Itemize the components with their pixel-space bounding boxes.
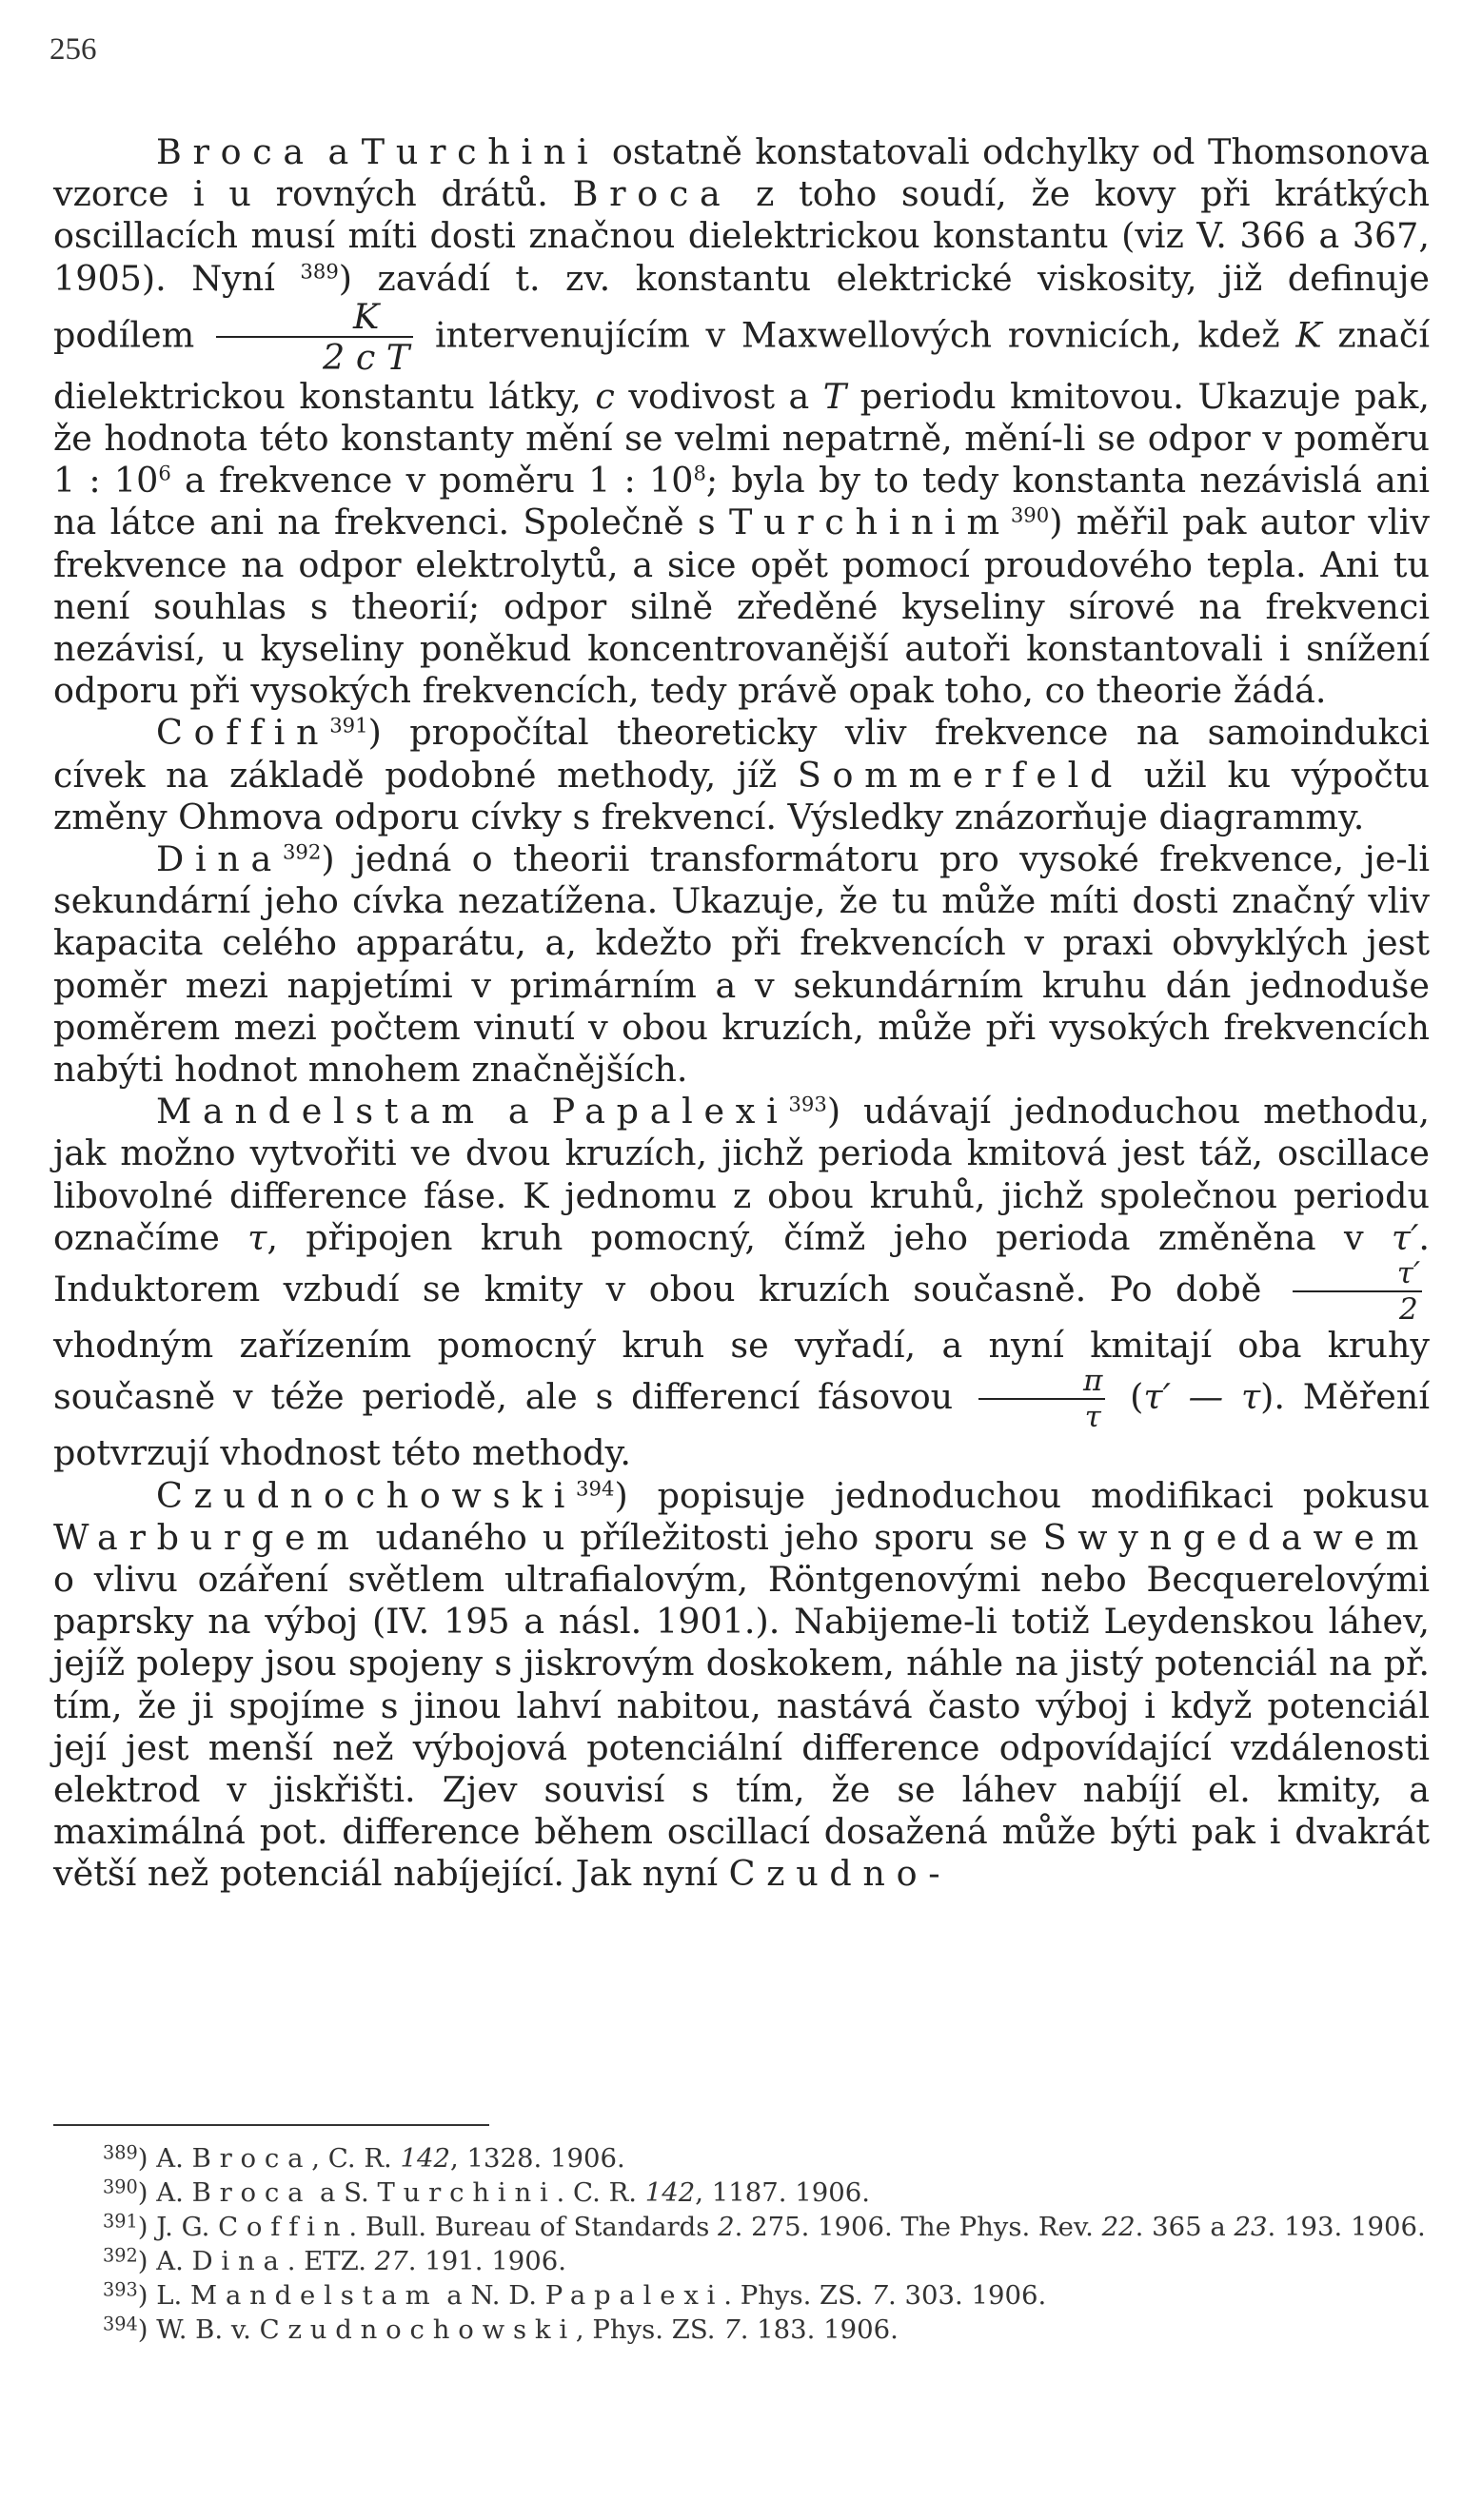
text-run: značí dielektrickou konstantu látky,: [53, 314, 1430, 417]
text-run: A.: [156, 2177, 192, 2208]
text-run: ; byla by to tedy konstanta nezávislá ani na látce ani na frekvenci. Společně s: [53, 460, 1431, 543]
fraction-numerator: K: [352, 295, 380, 337]
text-run: . 193. 1906.: [1267, 2212, 1426, 2242]
footnote-number: 392: [103, 2244, 138, 2267]
text-run: . Bull. Bureau of Standards: [348, 2212, 719, 2242]
italic-run: 142: [400, 2143, 451, 2174]
footnote-ref: 391: [329, 713, 368, 738]
spaced-name: Sommerfeld: [797, 754, 1124, 796]
footnote-ref: 8: [693, 461, 706, 485]
spaced-name: Dina: [156, 838, 283, 880]
text-run: . 275. 1906. The Phys. Rev.: [734, 2212, 1102, 2242]
footnotes: [53, 2141, 1430, 2347]
fraction-numerator: π: [1082, 1364, 1103, 1399]
fraction-denominator: τ: [978, 1398, 1105, 1432]
text-run: . Phys. ZS.: [723, 2280, 872, 2311]
spaced-name: Coffin: [156, 712, 330, 754]
page-number: 256: [49, 32, 97, 67]
text-run: J. G.: [156, 2212, 219, 2242]
footnote: [53, 2313, 1430, 2347]
text-run: a N. D.: [438, 2280, 545, 2311]
spaced-name: Broca: [156, 131, 315, 172]
spaced-name: Papalexi: [551, 1091, 789, 1132]
italic-run: τ: [247, 1216, 267, 1258]
footnote-paren: ): [137, 2246, 157, 2276]
footnote-ref: 6: [158, 461, 171, 485]
spaced-name: Swyngedawem: [1042, 1516, 1430, 1558]
fraction: [977, 1364, 1106, 1435]
italic-run: τ′: [1391, 1216, 1419, 1258]
paragraph-p1: [53, 131, 1430, 712]
spaced-name: Papalexi: [544, 2280, 724, 2311]
italic-run: 142: [644, 2177, 696, 2208]
text-run: A.: [156, 2143, 192, 2174]
footnote-ref: 392: [282, 839, 322, 864]
footnote-ref: 390: [1010, 502, 1050, 527]
spaced-name: Dina: [191, 2246, 287, 2276]
footnote-divider: [53, 2124, 489, 2126]
spaced-name: Broca: [572, 173, 732, 215]
footnote-paren: ): [137, 2212, 157, 2242]
footnote-paren: ): [137, 2177, 157, 2208]
italic-run: 23: [1234, 2212, 1268, 2242]
text-run: ostatně konstatovali odchylky od Thomsonova vzorce i u rovných drátů.: [53, 131, 1430, 215]
spaced-name: Czudno-: [728, 1853, 952, 1895]
text-run: ) jedná o theorii transformátoru pro vysoké frekvence, je-li sekundární jeho cívka nezatížena. Ukazuje, že tu může míti dosti značný vliv kapacita celého apparátu, a, kdežto při frekvencích v praxi obvyklých jest poměr mezi napjetími v primárním a v sekundárním kruhu dán jednoduše poměrem mezi počtem vinutí v obou kruzích, může při vysokých frekvencích nabýti hodnot mnohem značnějších.: [53, 838, 1430, 1091]
spaced-name: Mandelstam: [189, 2280, 439, 2311]
paragraph-p4: [53, 1091, 1430, 1474]
footnote-paren: ): [137, 2280, 157, 2311]
italic-run: 7: [723, 2314, 741, 2345]
spaced-name: Warburgem: [53, 1516, 361, 1558]
text-run: ) popisuje jednoduchou modifikaci pokusu: [614, 1474, 1430, 1516]
text-run: a S.: [311, 2177, 378, 2208]
text-run: a: [484, 1091, 552, 1132]
text-run: intervenujícím v Maxwellových rovnicích, kdež: [419, 314, 1296, 356]
text-run: . Induktorem vzbudí se kmity v obou kruzích současně. Po době: [53, 1216, 1430, 1310]
italic-run: 7: [871, 2280, 888, 2311]
paragraph-p3: [53, 838, 1430, 1091]
text-run: . C. R.: [556, 2177, 645, 2208]
italic-run: 2: [718, 2212, 735, 2242]
paragraph-p5: [53, 1475, 1430, 1896]
text-run: ) udávají jednoduchou methodu, jak možno vytvořiti ve dvou kruzích, jichž perioda kmitová jest táž, oscillace libovolné difference fáse. K jednomu z obou kruhů, jichž společnou periodu označíme: [53, 1091, 1430, 1258]
italic-run: T: [822, 375, 847, 417]
footnote: [53, 2278, 1430, 2313]
paragraph-p2: [53, 712, 1430, 838]
footnote-ref: 389: [300, 258, 339, 283]
fraction-denominator: 2 c T: [216, 336, 413, 376]
footnote-paren: ): [137, 2314, 157, 2345]
italic-run: τ′ — τ: [1143, 1376, 1261, 1418]
text-run: , C. R.: [311, 2143, 401, 2174]
spaced-name: Czudnochowski: [156, 1474, 577, 1516]
italic-run: K: [1295, 314, 1322, 356]
italic-run: 22: [1101, 2212, 1136, 2242]
footnote: [53, 2175, 1430, 2210]
italic-run: c: [595, 375, 615, 417]
text-run: z toho soudí, že kovy při krátkých oscillacích musí míti dosti značnou dielektrickou konstantu (viz V. 366 a 367, 1905). Nyní: [53, 173, 1430, 299]
text-run: W. B. v.: [156, 2314, 260, 2345]
footnote-ref: 394: [576, 1475, 615, 1500]
text-run: a: [314, 131, 362, 172]
text-run: ) propočítal theoreticky vliv frekvence na samoindukci cívek na základě podobné methody, jíž: [53, 712, 1430, 796]
text-run: o vlivu ozáření světlem ultrafialovým, Röntgenovými nebo Becquerelovými paprsky na výboj (IV. 195 a násl. 1901.). Nabijeme-li totiž Leydenskou láhev, jejíž polepy jsou spojeny s jiskrovým doskokem, náhle na jistý potenciál na př. tím, že ji spojíme s jinou lahví nabitou, nastává často výboj i když potenciál její jest menší než výbojová potenciální difference odpovídající vzdálenosti elektrod v jiskřišti. Zjev souvisí s tím, že se láhev nabíjí el. kmity, a maximálná pot. difference během oscillací dosažená může býti pak i dvakrát větší než potenciál nabíjející. Jak nyní: [53, 1559, 1430, 1895]
footnote-ref: 393: [788, 1092, 827, 1116]
footnote: [53, 2141, 1430, 2175]
text-run: , připojen kruh pomocný, čímž jeho perioda změněna v: [267, 1216, 1392, 1258]
text-run: , 1328. 1906.: [450, 2143, 625, 2174]
text-run: ) měřil pak autor vliv frekvence na odpor elektrolytů, a sice opět pomocí proudového tepla. Ani tu není souhlas s theorií; odpor silně zředěné kyseliny sírové na frekvenci nezávisí, u kyseliny poněkud koncentrovanější autoři konstantovali i snížení odporu při vysokých frekvencích, tedy právě opak toho, co theorie žádá.: [53, 502, 1430, 712]
text-run: udaného u příležitosti jeho sporu se: [360, 1516, 1043, 1558]
spaced-name: Turchini: [377, 2177, 557, 2208]
italic-run: 27: [374, 2246, 408, 2276]
text-run: a frekvence v poměru 1 : 10: [170, 460, 694, 502]
footnote-number: 391: [103, 2210, 138, 2233]
footnote-number: 393: [103, 2278, 138, 2301]
text-run: . 365 a: [1135, 2212, 1235, 2242]
text-run: periodu kmitovou. Ukazuje pak, že hodnota této konstanty mění se velmi nepatrně, mění-li se odpor v poměru 1 : 10: [53, 375, 1430, 502]
spaced-name: Turchinim: [728, 502, 1011, 543]
text-run: vodivost a: [614, 375, 823, 417]
spaced-name: Coffin: [218, 2212, 349, 2242]
footnote: [53, 2244, 1430, 2278]
text-run: . 191. 1906.: [407, 2246, 566, 2276]
spaced-name: Broca: [191, 2177, 312, 2208]
spaced-name: Turchini: [361, 131, 600, 172]
spaced-name: Mandelstam: [156, 1091, 485, 1132]
spaced-name: Broca: [191, 2143, 312, 2174]
text-run: L.: [156, 2280, 190, 2311]
footnote-paren: ): [137, 2143, 157, 2174]
fraction: [1291, 1256, 1424, 1328]
text-run: vhodným zařízením pomocný kruh se vyřadí, a nyní kmitají oba kruhy současně v téže periodě, ale s differencí fásovou: [53, 1325, 1430, 1418]
footnote-number: 394: [103, 2313, 138, 2335]
text-run: , Phys. ZS.: [575, 2314, 724, 2345]
text-run: ). Měření potvrzují vhodnost této methody.: [53, 1376, 1430, 1474]
text-run: . 303. 1906.: [888, 2280, 1047, 2311]
text-run: , 1187. 1906.: [695, 2177, 870, 2208]
fraction-denominator: 2: [1293, 1290, 1422, 1325]
text-run: (: [1112, 1376, 1144, 1418]
footnote-number: 390: [103, 2175, 138, 2198]
fraction: [216, 295, 413, 379]
text-run: A.: [156, 2246, 192, 2276]
text-run: . 183. 1906.: [740, 2314, 899, 2345]
spaced-name: Czudnochowski: [259, 2314, 576, 2345]
footnote-number: 389: [103, 2141, 138, 2164]
fraction-numerator: τ′: [1396, 1256, 1420, 1291]
text-run: ) zavádí t. zv. konstantu elektrické viskosity, již definuje podílem: [53, 257, 1430, 356]
text-run: užil ku výpočtu změny Ohmova odporu cívky s frekvencí. Výsledky znázorňuje diagrammy.: [53, 754, 1430, 837]
footnote: [53, 2210, 1430, 2244]
text-run: . ETZ.: [287, 2246, 375, 2276]
body-text: [53, 131, 1430, 1896]
